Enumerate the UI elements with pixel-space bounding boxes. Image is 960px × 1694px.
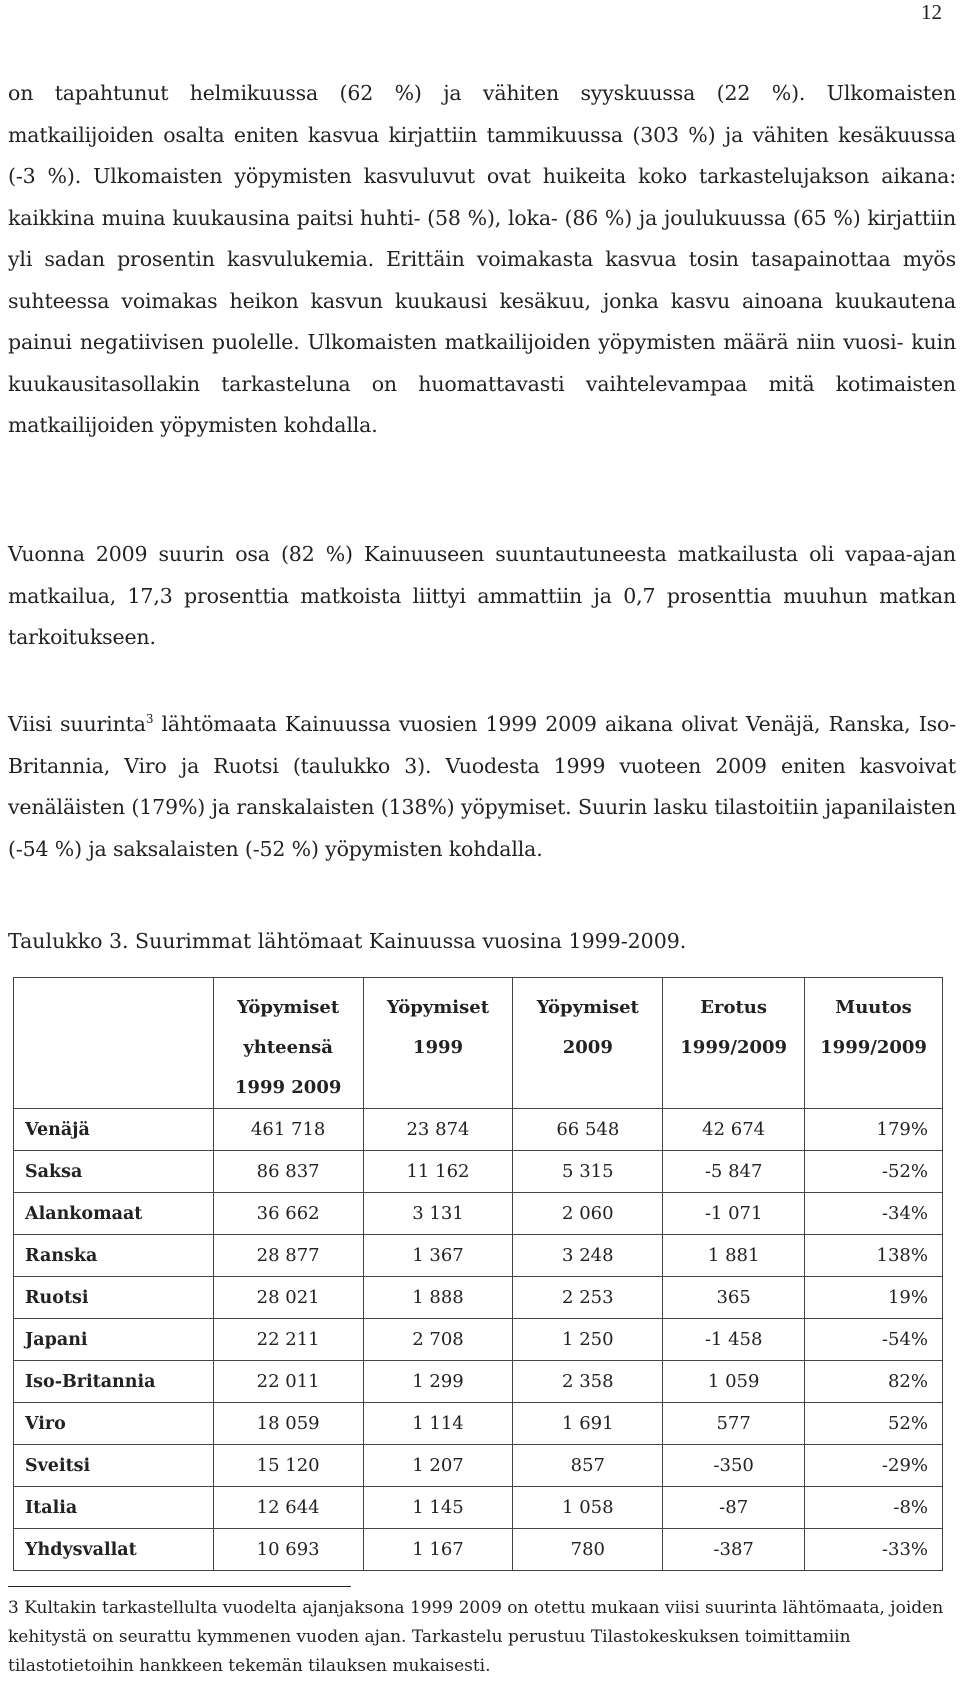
- table-row: [14, 1445, 943, 1487]
- value-cell: 86 837: [213, 1151, 363, 1193]
- value-cell: -1 458: [663, 1319, 805, 1361]
- value-cell: 577: [663, 1403, 805, 1445]
- paragraph-text-rest: lähtömaata Kainuussa vuosien 1999 2009 aikana olivat Venäjä, Ranska, Iso-Britannia, Viro ja Ruotsi (taulukko 3). Vuodesta 1999 vuoteen 2009 eniten kasvoivat venäläisten (179%) ja ranskalaisten (138%) yöpymiset. Suurin lasku tilastoitiin japanilaisten (-54 %) ja saksalaisten (-52 %) yöpymisten kohdalla.: [8, 712, 956, 861]
- country-cell: Ranska: [14, 1235, 214, 1277]
- country-cell: Alankomaat: [14, 1193, 214, 1235]
- value-cell: 22 011: [213, 1361, 363, 1403]
- value-cell: 1 114: [363, 1403, 513, 1445]
- change-cell: 179%: [805, 1109, 943, 1151]
- value-cell: 1 058: [513, 1487, 663, 1529]
- paragraph-text-start: Viisi suurinta: [8, 712, 146, 736]
- change-cell: 138%: [805, 1235, 943, 1277]
- value-cell: 66 548: [513, 1109, 663, 1151]
- footnote-reference: 3: [145, 712, 154, 727]
- table-row: [14, 1361, 943, 1403]
- table-row: [14, 1403, 943, 1445]
- value-cell: 11 162: [363, 1151, 513, 1193]
- body-paragraph-1: [8, 73, 956, 447]
- value-cell: 1 367: [363, 1235, 513, 1277]
- change-cell: -29%: [805, 1445, 943, 1487]
- value-cell: 2 708: [363, 1319, 513, 1361]
- paragraph-text: on tapahtunut helmikuussa (62 %) ja vähiten syyskuussa (22 %). Ulkomaisten matkailijoiden osalta eniten kasvua kirjattiin tammikuussa (303 %) ja vähiten kesäkuussa (-3 %). Ulkomaisten yöpymisten kasvuluvut ovat huikeita koko tarkastelujakson aikana: kaikkina muina kuukausina paitsi huhti- (58 %), loka- (86 %) ja joulukuussa (65 %) kirjattiin yli sadan prosentin kasvulukemia. Erittäin voimakasta kasvua tosin tasapainottaa myös suhteessa voimakas heikon kasvun kuukausi kesäkuu, jonka kasvu ainoana kuukautena painui negatiivisen puolelle. Ulkomaisten matkailijoiden yöpymisten määrä niin vuosi- kuin kuukausitasollakin tarkasteluna on huomattavasti vaihtelevampaa mitä kotimaisten matkailijoiden yöpymisten kohdalla.: [8, 81, 956, 437]
- country-cell: Japani: [14, 1319, 214, 1361]
- table-row: [14, 1487, 943, 1529]
- change-cell: -52%: [805, 1151, 943, 1193]
- change-cell: -8%: [805, 1487, 943, 1529]
- header-cell-2009: Yöpymiset 2009: [513, 978, 663, 1109]
- body-paragraph-3: [8, 704, 956, 870]
- header-cell-total: Yöpymiset yhteensä 1999 2009: [213, 978, 363, 1109]
- value-cell: 365: [663, 1277, 805, 1319]
- change-cell: 52%: [805, 1403, 943, 1445]
- change-cell: 19%: [805, 1277, 943, 1319]
- value-cell: -350: [663, 1445, 805, 1487]
- table-caption: Taulukko 3. Suurimmat lähtömaat Kainuussa vuosina 1999-2009.: [8, 929, 687, 953]
- change-cell: -34%: [805, 1193, 943, 1235]
- header-cell-empty: [14, 978, 214, 1109]
- value-cell: 10 693: [213, 1529, 363, 1571]
- value-cell: 2 253: [513, 1277, 663, 1319]
- country-cell: Italia: [14, 1487, 214, 1529]
- value-cell: 780: [513, 1529, 663, 1571]
- value-cell: -387: [663, 1529, 805, 1571]
- page-number: 12: [921, 0, 942, 24]
- value-cell: 3 248: [513, 1235, 663, 1277]
- value-cell: 461 718: [213, 1109, 363, 1151]
- table-header: [14, 978, 943, 1109]
- country-cell: Sveitsi: [14, 1445, 214, 1487]
- footnote-divider: [8, 1586, 351, 1587]
- value-cell: 1 888: [363, 1277, 513, 1319]
- value-cell: -5 847: [663, 1151, 805, 1193]
- value-cell: 857: [513, 1445, 663, 1487]
- value-cell: 5 315: [513, 1151, 663, 1193]
- value-cell: 22 211: [213, 1319, 363, 1361]
- header-row: [14, 978, 943, 1109]
- country-cell: Saksa: [14, 1151, 214, 1193]
- paragraph-text: [8, 704, 956, 870]
- paragraph-text: Vuonna 2009 suurin osa (82 %) Kainuuseen suuntautuneesta matkailusta oli vapaa-ajan matkailua, 17,3 prosenttia matkoista liittyi ammattiin ja 0,7 prosenttia muuhun matkan tarkoitukseen.: [8, 542, 956, 649]
- table-row: [14, 1109, 943, 1151]
- value-cell: 28 021: [213, 1277, 363, 1319]
- header-cell-difference: Erotus 1999/2009: [663, 978, 805, 1109]
- value-cell: -1 071: [663, 1193, 805, 1235]
- value-cell: 42 674: [663, 1109, 805, 1151]
- value-cell: 1 145: [363, 1487, 513, 1529]
- country-cell: Viro: [14, 1403, 214, 1445]
- table-body: [14, 1109, 943, 1571]
- value-cell: 1 059: [663, 1361, 805, 1403]
- table-row: [14, 1235, 943, 1277]
- value-cell: 1 691: [513, 1403, 663, 1445]
- value-cell: 3 131: [363, 1193, 513, 1235]
- header-cell-change: Muutos 1999/2009: [805, 978, 943, 1109]
- value-cell: -87: [663, 1487, 805, 1529]
- value-cell: 18 059: [213, 1403, 363, 1445]
- value-cell: 1 299: [363, 1361, 513, 1403]
- change-cell: 82%: [805, 1361, 943, 1403]
- value-cell: 1 250: [513, 1319, 663, 1361]
- table-row: [14, 1193, 943, 1235]
- value-cell: 12 644: [213, 1487, 363, 1529]
- change-cell: -54%: [805, 1319, 943, 1361]
- country-cell: Iso-Britannia: [14, 1361, 214, 1403]
- value-cell: 15 120: [213, 1445, 363, 1487]
- footnote: 3 Kultakin tarkastellulta vuodelta ajanjaksona 1999 2009 on otettu mukaan viisi suurinta lähtömaata, joiden kehitystä on seurattu kymmenen vuoden ajan. Tarkastelu perustuu Tilastokeskuksen toimittamiin tilastotietoihin hankkeen tekemän tilauksen mukaisesti.: [8, 1598, 944, 1676]
- value-cell: 1 207: [363, 1445, 513, 1487]
- table-row: [14, 1277, 943, 1319]
- table-row: [14, 1319, 943, 1361]
- country-cell: Ruotsi: [14, 1277, 214, 1319]
- origin-countries-table: [13, 977, 943, 1571]
- table-row: [14, 1529, 943, 1571]
- country-cell: Yhdysvallat: [14, 1529, 214, 1571]
- value-cell: 2 358: [513, 1361, 663, 1403]
- value-cell: 1 167: [363, 1529, 513, 1571]
- value-cell: 2 060: [513, 1193, 663, 1235]
- header-cell-1999: Yöpymiset 1999: [363, 978, 513, 1109]
- value-cell: 23 874: [363, 1109, 513, 1151]
- value-cell: 36 662: [213, 1193, 363, 1235]
- table-row: [14, 1151, 943, 1193]
- value-cell: 1 881: [663, 1235, 805, 1277]
- country-cell: Venäjä: [14, 1109, 214, 1151]
- body-paragraph-2: [8, 534, 956, 659]
- value-cell: 28 877: [213, 1235, 363, 1277]
- change-cell: -33%: [805, 1529, 943, 1571]
